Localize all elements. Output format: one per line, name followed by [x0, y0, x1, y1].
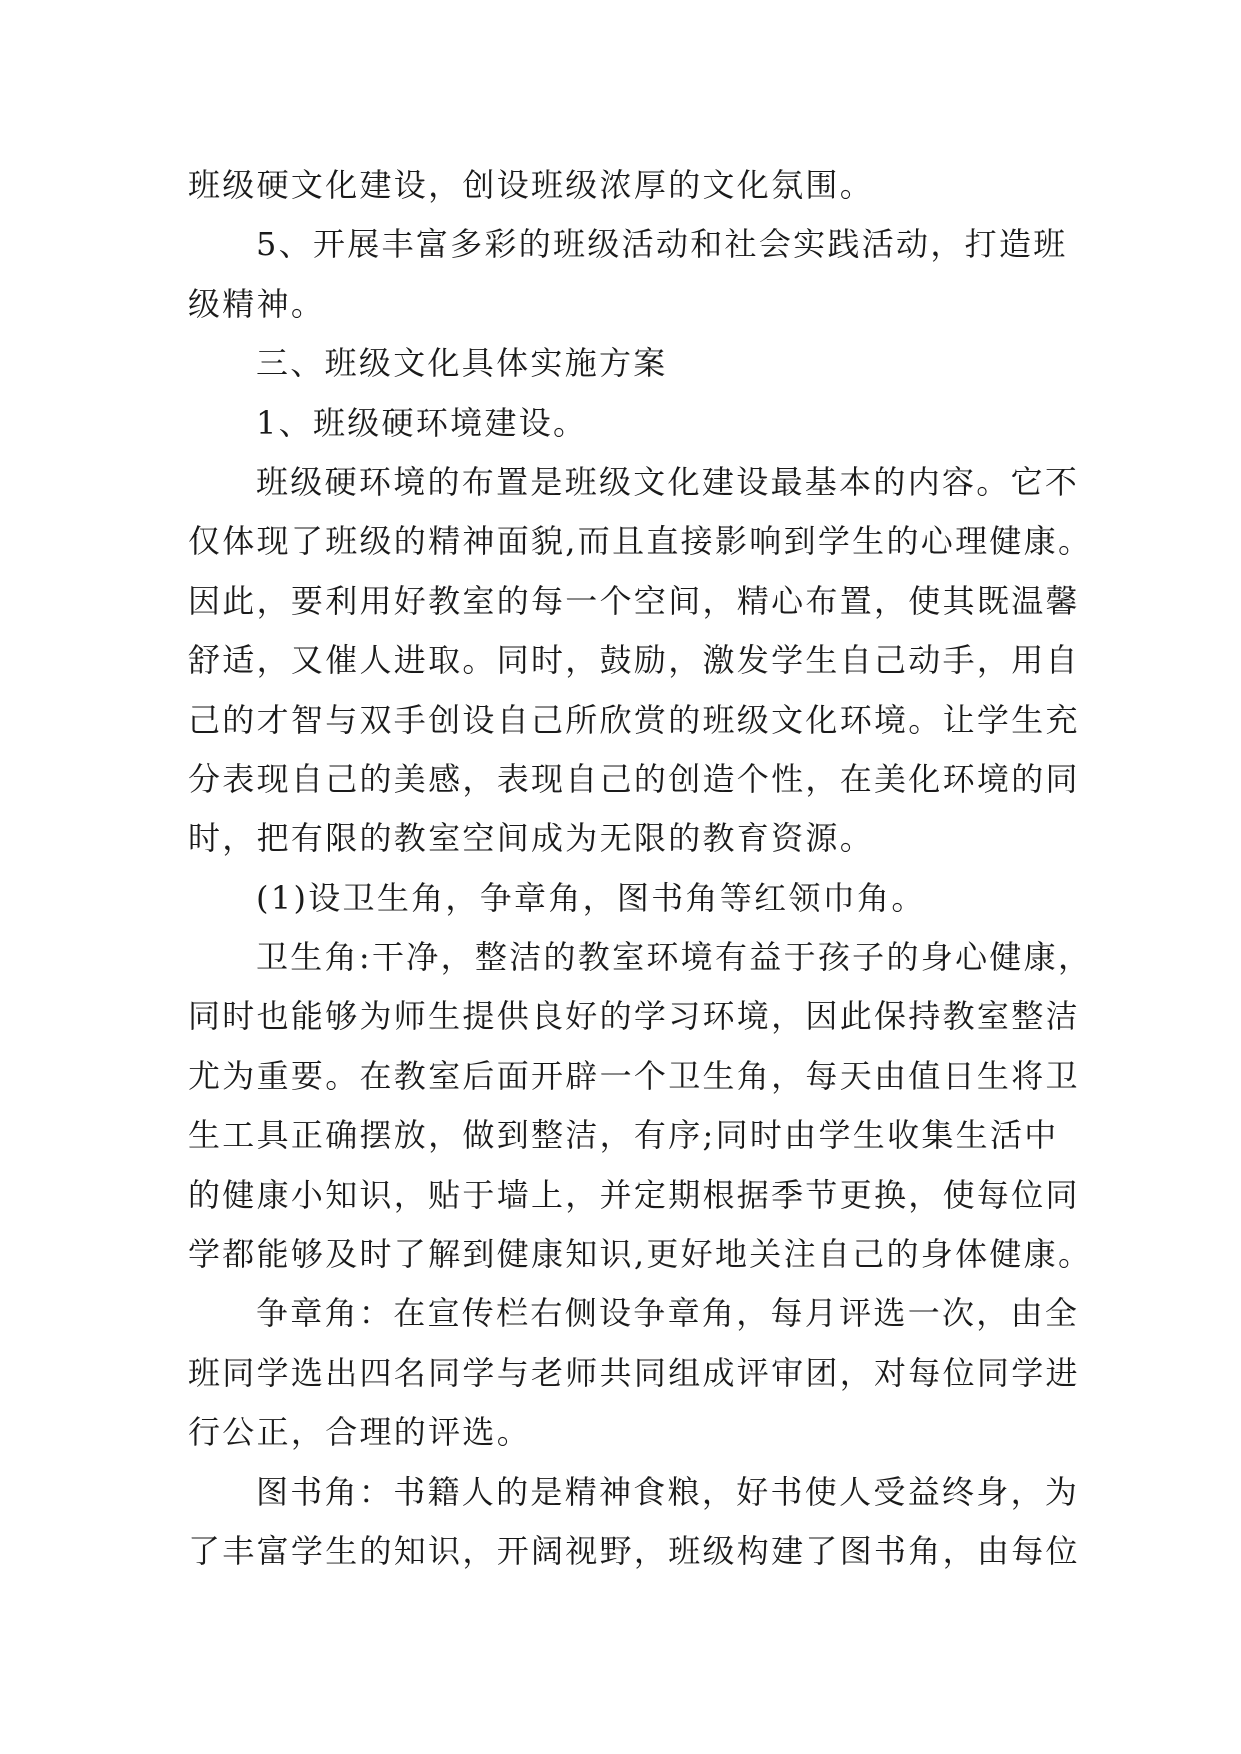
- text-line-16: 尤为重要。在教室后面开辟一个卫生角，每天由值日生将卫: [188, 1056, 1080, 1095]
- list-item-heading: (1)设卫生角，争章角，图书角等红领巾角。: [256, 878, 926, 917]
- text-line-8: 因此，要利用好教室的每一个空间，精心布置，使其既温馨: [188, 581, 1080, 620]
- text-line-21: 班同学选出四名同学与老师共同组成评审团，对每位同学进: [188, 1353, 1080, 1392]
- text-line-14: 卫生角:干净，整洁的教室环境有益于孩子的身心健康，: [256, 938, 1093, 977]
- text-line-18: 的健康小知识，贴于墙上，并定期根据季节更换，使每位同: [188, 1175, 1080, 1214]
- subsection-heading: 1、班级硬环境建设。: [256, 403, 588, 442]
- text-line-1: 班级硬文化建设，创设班级浓厚的文化氛围。: [188, 166, 875, 204]
- text-line-24: 了丰富学生的知识，开阔视野，班级构建了图书角，由每位: [188, 1531, 1080, 1570]
- text-line-19: 学都能够及时了解到健康知识,更好地关注自己的身体健康。: [188, 1235, 1093, 1274]
- text-line-9: 舒适，又催人进取。同时，鼓励，激发学生自己动手，用自: [188, 641, 1080, 680]
- section-heading: 三、班级文化具体实施方案: [256, 344, 668, 383]
- text-line-11: 分表现自己的美感，表现自己的创造个性，在美化环境的同: [188, 759, 1080, 798]
- text-line-7: 仅体现了班级的精神面貌,而且直接影响到学生的心理健康。: [188, 522, 1093, 561]
- text-line-12: 时，把有限的教室空间成为无限的教育资源。: [188, 819, 875, 858]
- text-line-17: 生工具正确摆放，做到整洁，有序;同时由学生收集生活中: [188, 1116, 1059, 1155]
- text-line-15: 同时也能够为师生提供良好的学习环境，因此保持教室整洁: [188, 997, 1080, 1036]
- text-line-2: 5、开展丰富多彩的班级活动和社会实践活动，打造班: [256, 225, 1068, 264]
- text-line-22: 行公正，合理的评选。: [188, 1413, 532, 1452]
- text-line-23: 图书角：书籍人的是精神食粮，好书使人受益终身，为: [256, 1472, 1080, 1511]
- text-line-3: 级精神。: [188, 284, 326, 323]
- text-line-6: 班级硬环境的布置是班级文化建设最基本的内容。它不: [256, 462, 1080, 501]
- document-body: [188, 156, 1093, 1581]
- text-line-10: 己的才智与双手创设自己所欣赏的班级文化环境。让学生充: [188, 700, 1080, 739]
- text-line-20: 争章角：在宣传栏右侧设争章角，每月评选一次，由全: [256, 1294, 1080, 1333]
